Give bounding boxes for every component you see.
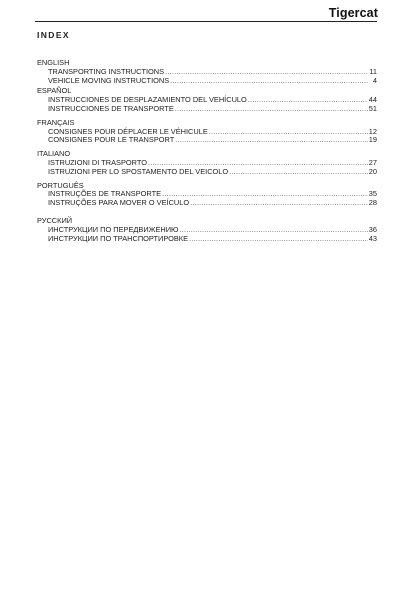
toc-entry-title: INSTRUÇÕES PARA MOVER O VEÍCULO xyxy=(48,198,190,208)
dot-leader xyxy=(180,226,368,235)
toc-entry-title: INSTRUCCIONES DE DESPLAZAMIENTO DEL VEHÍCULO xyxy=(48,95,247,105)
section-language: FRANÇAIS xyxy=(37,117,75,127)
dot-leader xyxy=(248,96,368,105)
toc-entry[interactable] xyxy=(37,168,377,177)
toc-entry-title: ISTRUZIONI PER LO SPOSTAMENTO DEL VEICOLO xyxy=(48,166,229,176)
dot-leader xyxy=(189,235,368,244)
section-language: ITALIANO xyxy=(37,149,71,159)
dot-leader xyxy=(175,105,368,114)
header-rule xyxy=(35,21,377,22)
toc-entry-title: CONSIGNES POUR DÉPLACER LE VÉHICULE xyxy=(48,126,208,136)
section-language: РУССКИЙ xyxy=(37,215,73,225)
dot-leader xyxy=(190,199,368,208)
toc-entry-page: 12 xyxy=(368,126,377,136)
toc-entry-title: VEHICLE MOVING INSTRUCTIONS xyxy=(48,75,170,85)
toc-entry-page: 19 xyxy=(368,135,377,145)
dot-leader xyxy=(229,168,368,177)
toc-entry[interactable] xyxy=(37,199,377,208)
toc-entry-page: 51 xyxy=(368,103,377,113)
toc-section-russian xyxy=(37,217,377,243)
toc-section-english xyxy=(37,59,377,85)
page-title: INDEX xyxy=(37,30,70,40)
toc-entry-title: CONSIGNES POUR LE TRANSPORT xyxy=(48,135,175,145)
toc-entry[interactable] xyxy=(37,77,377,86)
toc-entry-page: 36 xyxy=(368,224,377,234)
dot-leader xyxy=(175,136,368,145)
dot-leader xyxy=(209,128,368,137)
toc-entry-title: ISTRUZIONI DI TRASPORTO xyxy=(48,157,147,167)
dot-leader xyxy=(165,68,368,77)
toc-section-portugues xyxy=(37,182,377,208)
toc-entry-title: TRANSPORTING INSTRUCTIONS xyxy=(48,66,165,76)
toc-section-italiano xyxy=(37,150,377,176)
toc-entry[interactable] xyxy=(37,136,377,145)
toc-entry-page: 35 xyxy=(368,189,377,199)
section-language: PORTUGUÊS xyxy=(37,180,84,190)
toc-entry-page: 28 xyxy=(368,198,377,208)
table-of-contents xyxy=(37,59,377,243)
toc-entry-page: 4 xyxy=(372,75,377,85)
toc-entry-page: 27 xyxy=(368,157,377,167)
dot-leader xyxy=(162,190,368,199)
toc-entry-page: 20 xyxy=(368,166,377,176)
toc-entry-page: 44 xyxy=(368,95,377,105)
section-language: ESPAÑOL xyxy=(37,86,72,96)
toc-entry[interactable] xyxy=(37,235,377,244)
toc-section-espanol xyxy=(37,87,377,113)
toc-entry[interactable] xyxy=(37,105,377,114)
dot-leader xyxy=(170,77,368,86)
toc-entry-title: INSTRUÇÕES DE TRANSPORTE xyxy=(48,189,162,199)
toc-entry-page: 11 xyxy=(369,66,377,76)
toc-entry-title: ИНСТРУКЦИИ ПО ПЕРЕДВИЖЕНИЮ xyxy=(48,224,179,234)
toc-entry-page: 43 xyxy=(368,233,377,243)
toc-section-francais xyxy=(37,119,377,145)
brand-logo: Tigercat xyxy=(328,6,378,20)
toc-entry-title: INSTRUCCIONES DE TRANSPORTE xyxy=(48,103,174,113)
toc-entry-title: ИНСТРУКЦИИ ПО ТРАНСПОРТИРОВКЕ xyxy=(48,233,188,243)
section-language: ENGLISH xyxy=(37,58,70,67)
